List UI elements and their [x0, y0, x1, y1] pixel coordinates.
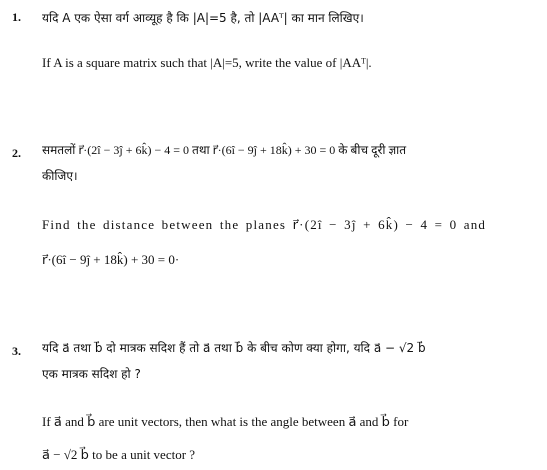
question-number-2: 2. [12, 146, 21, 160]
question-3-hindi-line-2: एक मात्रक सदिश हो ? [42, 367, 141, 381]
question-2-hindi-line-2: कीजिए। [42, 169, 78, 183]
question-2-english-line-1: Find the distance between the planes r⃗·(2î − 3ĵ + 6k̂) − 4 = 0 and [42, 217, 487, 232]
question-number-3: 3. [12, 344, 21, 358]
question-1-hindi: यदि A एक ऐसा वर्ग आव्यूह है कि |A|=5 है, तो |AAᵀ| का मान लिखिए। [42, 11, 364, 25]
question-2-english-line-2: r⃗·(6î − 9ĵ + 18k̂) + 30 = 0· [42, 252, 180, 267]
question-3-english-line-2: a⃗ − √2 b⃗ to be a unit vector ? [42, 447, 196, 462]
question-3-english-line-1: If a⃗ and b⃗ are unit vectors, then what is the angle between a⃗ and b⃗ for [42, 414, 409, 429]
question-3-hindi-line-1: यदि a⃗ तथा b⃗ दो मात्रक सदिश हैं तो a⃗ तथा b⃗ के बीच कोण क्या होगा, यदि a⃗ − √2 b⃗ [42, 341, 426, 355]
question-2-hindi-line-1: समतलों r⃗·(2î − 3ĵ + 6k̂) − 4 = 0 तथा r⃗·(6î − 9ĵ + 18k̂) + 30 = 0 के बीच दूरी ज्ञात [42, 143, 407, 157]
question-number-1: 1. [12, 10, 21, 24]
question-1-english: If A is a square matrix such that |A|=5, write the value of |AAᵀ|. [42, 55, 372, 70]
